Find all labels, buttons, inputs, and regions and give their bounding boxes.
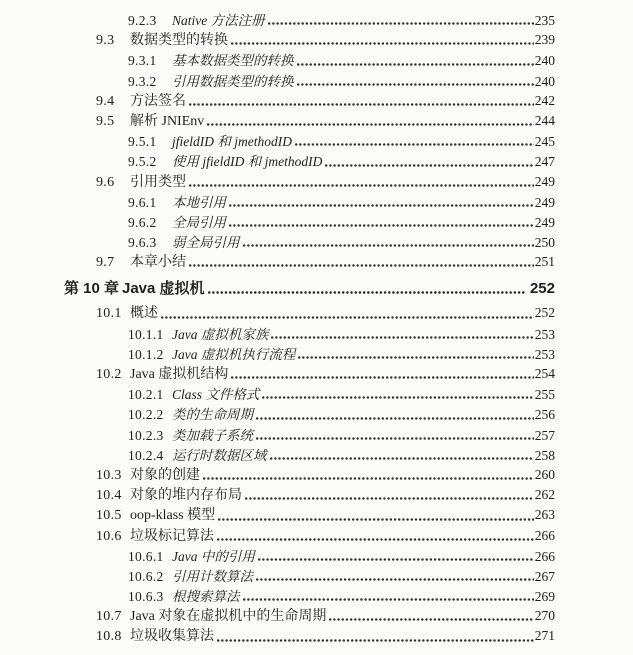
dot-leader bbox=[256, 437, 534, 440]
toc-entry-page: 245 bbox=[534, 134, 555, 150]
toc-entry bbox=[64, 323, 555, 343]
toc-entry bbox=[64, 49, 555, 69]
toc-entry-title: 运行时数据区域 bbox=[172, 447, 267, 463]
toc-entry-title: oop-klass 模型 bbox=[130, 508, 216, 524]
toc-entry-title: jfieldID 和 jmethodID bbox=[172, 134, 292, 150]
toc-entry-number: 9.5 bbox=[96, 113, 115, 129]
toc-entry-title: 基本数据类型的转换 bbox=[172, 53, 294, 69]
toc-entry-title: 引用计数算法 bbox=[172, 568, 253, 584]
dot-leader bbox=[325, 164, 533, 167]
toc-entry-page: 256 bbox=[534, 407, 555, 423]
toc-entry-page: 249 bbox=[534, 173, 555, 189]
toc-entry bbox=[64, 130, 555, 150]
toc-entry-page: 252 bbox=[529, 280, 555, 298]
toc-entry bbox=[64, 363, 555, 383]
toc-entry-page: 242 bbox=[534, 92, 555, 108]
dot-leader bbox=[298, 356, 533, 359]
dot-leader bbox=[229, 224, 534, 227]
toc-entry bbox=[64, 90, 555, 110]
toc-entry-title: 方法签名 bbox=[130, 93, 186, 109]
toc-entry-title: 解析 JNIEnv bbox=[130, 113, 205, 129]
toc-entry bbox=[64, 150, 555, 170]
toc-entry bbox=[64, 605, 555, 625]
toc-entry-title: Java 虚拟机结构 bbox=[130, 367, 229, 382]
toc-entry-page: 253 bbox=[534, 326, 555, 342]
toc-entry-number: 10.2.1 bbox=[128, 387, 164, 403]
toc-entry-title: 数据类型的转换 bbox=[130, 33, 228, 49]
dot-leader bbox=[207, 123, 533, 126]
toc-entry bbox=[64, 545, 555, 565]
toc-entry-number: 9.5.2 bbox=[128, 154, 157, 170]
toc-entry-number: 9.3 bbox=[96, 33, 115, 49]
dot-leader bbox=[189, 264, 534, 267]
toc-entry-title: 本章小结 bbox=[130, 255, 186, 271]
toc-entry-number: 9.6.1 bbox=[128, 194, 157, 210]
toc-entry-number: 10.1.1 bbox=[128, 326, 164, 342]
toc-entry-title: Java 虚拟机家族 bbox=[172, 326, 269, 342]
toc-entry bbox=[64, 424, 555, 444]
toc-entry-title: 垃圾标记算法 bbox=[130, 528, 214, 544]
toc-entry-page: 266 bbox=[534, 527, 555, 543]
toc-entry bbox=[64, 211, 555, 231]
toc-entry-title: 概述 bbox=[130, 306, 158, 322]
toc-entry-title: 类加载子系统 bbox=[172, 427, 253, 443]
dot-leader bbox=[295, 143, 534, 146]
toc-entry-page: 240 bbox=[534, 73, 555, 89]
dot-leader bbox=[189, 103, 534, 106]
toc-entry-number: 10.2.4 bbox=[128, 447, 164, 463]
dot-leader bbox=[258, 558, 534, 561]
toc-entry-title: 对象的创建 bbox=[130, 467, 200, 483]
toc-entry bbox=[64, 625, 555, 645]
dot-leader bbox=[161, 316, 534, 319]
dot-leader bbox=[262, 396, 533, 399]
toc-entry bbox=[64, 383, 555, 403]
toc-entry-title: Java 虚拟机 bbox=[122, 280, 205, 298]
toc-entry-page: 251 bbox=[534, 254, 555, 270]
toc-entry-number: 10.2.2 bbox=[128, 407, 164, 423]
toc-entry-title: 垃圾收集算法 bbox=[130, 629, 214, 645]
toc-entry-title: 本地引用 bbox=[172, 194, 226, 210]
toc-entry bbox=[64, 464, 555, 484]
dot-leader bbox=[268, 22, 534, 25]
toc-entry-page: 244 bbox=[534, 112, 555, 128]
toc-entry bbox=[64, 504, 555, 524]
toc-entry-title: Native 方法注册 bbox=[172, 13, 265, 28]
toc-entry-page: 266 bbox=[534, 548, 555, 564]
toc-entry-title: 类的生命周期 bbox=[172, 407, 253, 423]
dot-leader bbox=[243, 244, 534, 247]
toc-entry bbox=[64, 565, 555, 585]
toc-entry-title: Java 虚拟机执行流程 bbox=[172, 346, 296, 362]
toc-entry-title: Class 文件格式 bbox=[172, 387, 260, 403]
toc-entry-number: 10.1 bbox=[96, 306, 122, 322]
toc-entry-number: 10.4 bbox=[96, 488, 122, 504]
toc-entry-number: 10.3 bbox=[96, 467, 122, 483]
toc-entry-title: 对象的堆内存布局 bbox=[130, 488, 242, 504]
toc-entry-page: 235 bbox=[534, 13, 555, 28]
toc-entry-number: 10.6.2 bbox=[128, 568, 164, 584]
toc-entry bbox=[64, 277, 555, 298]
dot-leader bbox=[231, 376, 533, 379]
toc-entry-number: 10.2 bbox=[96, 367, 122, 382]
toc-entry bbox=[64, 231, 555, 251]
toc-entry-number: 9.6.3 bbox=[128, 235, 157, 251]
toc-entry-page: 250 bbox=[534, 235, 555, 251]
toc-entry-number: 第 10 章 bbox=[64, 280, 120, 298]
toc-entry bbox=[64, 343, 555, 363]
toc-entry bbox=[64, 525, 555, 545]
toc-entry-page: 270 bbox=[534, 608, 555, 624]
toc-entry-page: 263 bbox=[534, 507, 555, 523]
toc-entry bbox=[64, 585, 555, 605]
toc-entry bbox=[64, 444, 555, 464]
toc-entry-page: 239 bbox=[534, 32, 555, 48]
dot-leader bbox=[245, 497, 534, 500]
toc-entry-title: 弱全局引用 bbox=[172, 235, 240, 251]
toc-entry-page: 267 bbox=[534, 568, 555, 584]
dot-leader bbox=[218, 518, 534, 521]
toc-entry bbox=[64, 70, 555, 90]
dot-leader bbox=[229, 204, 534, 207]
toc-entry-page: 254 bbox=[534, 366, 555, 381]
dot-leader bbox=[256, 417, 534, 420]
toc-entry-title: 根搜索算法 bbox=[172, 589, 240, 605]
toc-entry-title: 引用数据类型的转换 bbox=[172, 73, 294, 89]
toc-entry-number: 9.2.3 bbox=[128, 13, 157, 28]
toc-entry-number: 10.5 bbox=[96, 508, 122, 524]
toc-entry-title: 全局引用 bbox=[172, 214, 226, 230]
toc-entry-page: 257 bbox=[534, 427, 555, 443]
toc-entry-page: 253 bbox=[534, 346, 555, 362]
dot-leader bbox=[297, 63, 534, 66]
toc-entry-page: 249 bbox=[534, 214, 555, 230]
dot-leader bbox=[217, 639, 534, 642]
toc-entry bbox=[64, 9, 555, 29]
dot-leader bbox=[208, 291, 526, 294]
toc-list bbox=[64, 9, 555, 646]
toc-entry-page: 260 bbox=[534, 466, 555, 482]
toc-entry-page: 247 bbox=[534, 154, 555, 170]
dot-leader bbox=[217, 538, 534, 541]
toc-entry-number: 10.6.1 bbox=[128, 548, 164, 564]
toc-entry-page: 271 bbox=[534, 628, 555, 644]
dot-leader bbox=[271, 336, 533, 339]
dot-leader bbox=[243, 598, 534, 601]
toc-entry-number: 10.1.2 bbox=[128, 346, 164, 362]
toc-entry-number: 9.3.1 bbox=[128, 53, 157, 69]
toc-entry bbox=[64, 484, 555, 504]
toc-entry bbox=[64, 29, 555, 49]
toc-entry-number: 9.6.2 bbox=[128, 214, 157, 230]
dot-leader bbox=[203, 477, 534, 480]
toc-entry-page: 255 bbox=[534, 387, 555, 403]
toc-entry-number: 9.7 bbox=[96, 255, 115, 271]
toc-entry-page: 240 bbox=[534, 53, 555, 69]
toc-entry-page: 269 bbox=[534, 589, 555, 605]
toc-entry-title: 引用类型 bbox=[130, 174, 186, 190]
toc-entry-number: 10.6.3 bbox=[128, 589, 164, 605]
toc-entry-number: 10.7 bbox=[96, 609, 122, 625]
toc-entry bbox=[64, 191, 555, 211]
dot-leader bbox=[329, 618, 533, 621]
dot-leader bbox=[256, 578, 534, 581]
toc-entry-title: Java 对象在虚拟机中的生命周期 bbox=[130, 609, 327, 625]
toc-entry-number: 9.6 bbox=[96, 174, 115, 190]
toc-entry-page: 252 bbox=[534, 305, 555, 321]
dot-leader bbox=[297, 83, 534, 86]
toc-entry bbox=[64, 302, 555, 322]
toc-entry-number: 9.4 bbox=[96, 93, 115, 109]
toc-entry bbox=[64, 171, 555, 191]
toc-entry-number: 10.2.3 bbox=[128, 427, 164, 443]
toc-entry-number: 9.5.1 bbox=[128, 134, 157, 150]
toc-entry-title: Java 中的引用 bbox=[172, 548, 255, 564]
toc-entry-page: 258 bbox=[534, 447, 555, 463]
toc-entry-number: 9.3.2 bbox=[128, 73, 157, 89]
toc-entry-title: 使用 jfieldID 和 jmethodID bbox=[172, 154, 323, 170]
toc-entry-number: 10.8 bbox=[96, 629, 122, 645]
toc-entry bbox=[64, 251, 555, 271]
toc-entry-number: 10.6 bbox=[96, 528, 122, 544]
toc-entry-page: 262 bbox=[534, 487, 555, 503]
toc-entry bbox=[64, 110, 555, 130]
dot-leader bbox=[189, 184, 534, 187]
dot-leader bbox=[270, 457, 534, 460]
toc-entry bbox=[64, 403, 555, 423]
toc-entry-page: 249 bbox=[534, 194, 555, 210]
dot-leader bbox=[231, 42, 534, 45]
